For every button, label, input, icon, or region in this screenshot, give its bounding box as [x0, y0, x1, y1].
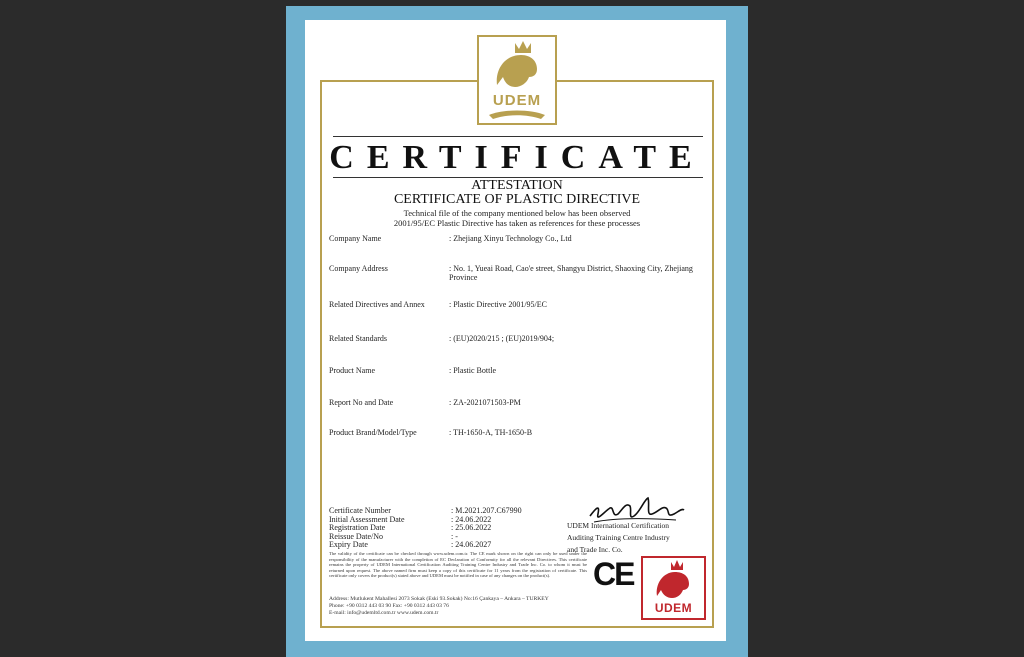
field-value: : TH-1650-A, TH-1650-B: [449, 428, 533, 437]
field-value: : Plastic Bottle: [449, 366, 497, 375]
issuer-line: Auditing Training Centre Industry: [567, 533, 670, 542]
field-label: Related Directives and Annex: [329, 300, 425, 309]
email-line: E-mail: info@udemltd.com.tr www.udem.com.tr: [329, 609, 439, 616]
detail-value: : 24.06.2022: [451, 514, 492, 524]
intro-text: [330, 209, 704, 228]
subtitle-directive: CERTIFICATE OF PLASTIC DIRECTIVE: [393, 192, 641, 207]
issuer-name: [567, 520, 697, 556]
ce-mark: CE: [593, 556, 634, 592]
detail-value: : -: [451, 531, 458, 541]
detail-label: Reissue Date/No: [329, 531, 383, 541]
issuer-address: [329, 596, 599, 616]
detail-label: Registration Date: [329, 523, 386, 532]
lion-crown-icon: [479, 37, 555, 123]
issuer-line: UDEM International Certification: [567, 521, 670, 530]
detail-label: Initial Assessment Date: [329, 514, 405, 524]
field-label: Product Name: [329, 366, 375, 375]
lion-crown-red-icon: [643, 558, 704, 602]
subtitle-attestation: ATTESTATION: [471, 178, 563, 193]
detail-value: : 25.06.2022: [451, 523, 492, 532]
logo-bottom-text: UDEM: [654, 601, 693, 615]
field-value: : No. 1, Yueai Road, Cao'e street, Shangyu District, Shaoxing City, Zhejiang Province: [449, 264, 693, 282]
validity-notice: The validity of the certificate can be checked through www.udem.com.tr. The CE mark shown on the right can only be used under the responsibility of the manufacturer with the completion of EC Declaration of Conformity for all the relevant Directives. This certificate remains the property of UDEM International Certification Auditing Training Centre Industry and Trade Inc. Co. to whom it must be returned upon request. The above named firm must keep a copy of this certificate for 11 years from the registration of certificate. This certificate only covers the product(s) stated above and UDEM must be notified in case of any changes on the product(s).: [329, 551, 587, 579]
field-label: Company Name: [329, 234, 382, 243]
field-label: Product Brand/Model/Type: [329, 428, 417, 437]
logo-top-text: UDEM: [492, 92, 542, 109]
field-label: Report No and Date: [329, 398, 394, 407]
detail-value: : M.2021.207.C67990: [451, 506, 522, 515]
intro-line-1: Technical file of the company mentioned below has been observed: [403, 208, 631, 218]
field-value: : Plastic Directive 2001/95/EC: [449, 300, 547, 309]
detail-label: Expiry Date: [329, 540, 368, 549]
phone-line: Phone: +90 0312 443 03 90 Fax: +90 0312 443 03 76: [329, 602, 449, 609]
issuer-line: and Trade Inc. Co.: [567, 545, 623, 554]
certificate-title: CERTIFICATE: [329, 139, 705, 176]
field-value: : Zhejiang Xinyu Technology Co., Ltd: [449, 234, 572, 243]
address-line: Address: Mutlukent Mahallesi 2073 Sokak (Eski 93.Sokak) No:16 Çankaya – Ankara – TURKEY: [329, 596, 549, 602]
intro-line-2: 2001/95/EC Plastic Directive has taken as references for these processes: [393, 217, 641, 228]
detail-value: : 24.06.2027: [451, 540, 492, 549]
field-value: : ZA-2021071503-PM: [449, 398, 521, 407]
detail-label: Certificate Number: [329, 506, 391, 515]
udem-logo-bottom: [641, 556, 706, 620]
udem-logo-top: [477, 35, 557, 125]
title-rule-top: [333, 136, 703, 137]
field-value: : (EU)2020/215 ; (EU)2019/904;: [449, 334, 555, 343]
field-label: Related Standards: [329, 334, 387, 343]
field-label: Company Address: [329, 264, 388, 273]
